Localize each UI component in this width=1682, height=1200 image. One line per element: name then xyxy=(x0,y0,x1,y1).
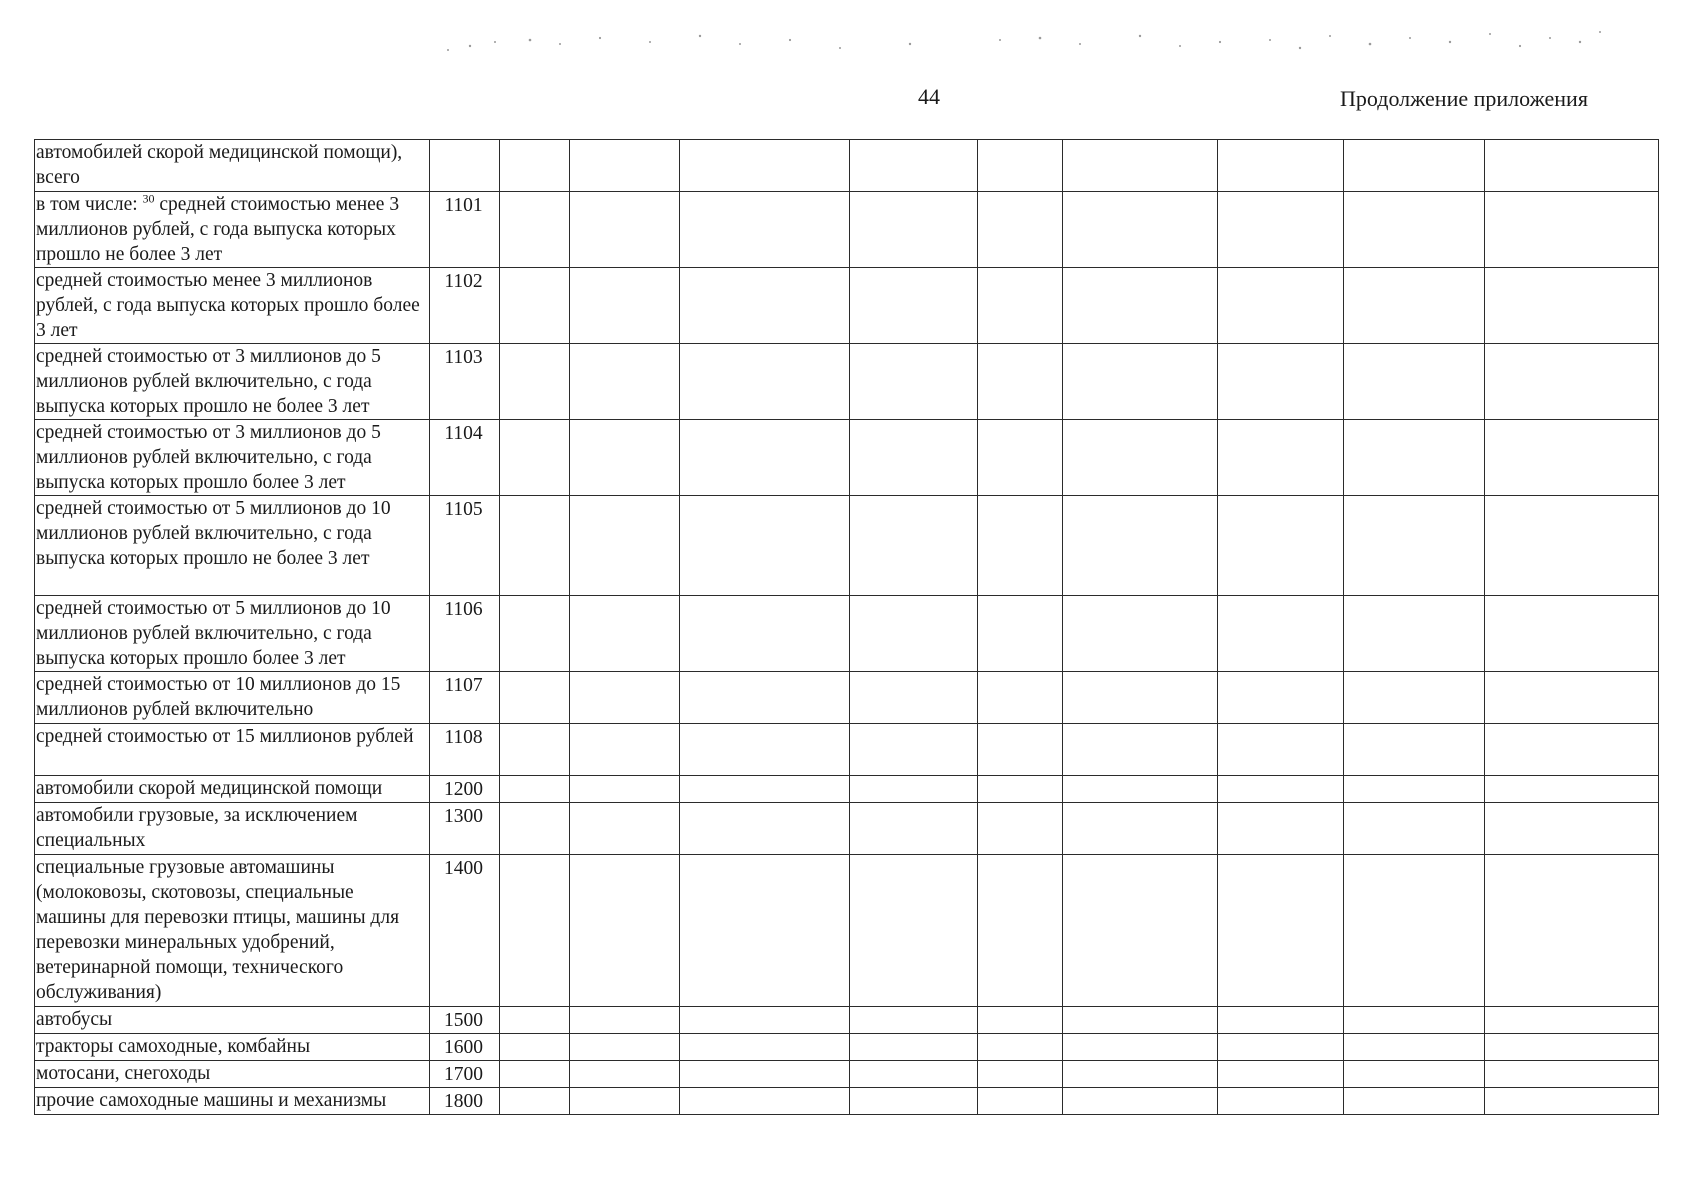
empty-value-cell xyxy=(1063,596,1218,672)
row-label-text: средней стоимостью от 5 миллионов до 10 миллионов рублей включительно, с года выпуска которых прошло не более 3 лет xyxy=(36,498,391,569)
row-code: 1108 xyxy=(430,724,500,776)
row-code xyxy=(430,140,500,192)
empty-value-cell xyxy=(1485,596,1659,672)
empty-value-cell xyxy=(1485,724,1659,776)
empty-value-cell xyxy=(1344,596,1485,672)
empty-value-cell xyxy=(570,776,680,803)
row-code: 1102 xyxy=(430,268,500,344)
empty-value-cell xyxy=(850,855,978,1007)
empty-value-cell xyxy=(500,496,570,596)
empty-value-cell xyxy=(680,344,850,420)
empty-value-cell xyxy=(1063,192,1218,268)
empty-value-cell xyxy=(500,420,570,496)
row-label-text: автомобилей скорой медицинской помощи), всего xyxy=(36,142,403,188)
empty-value-cell xyxy=(978,724,1063,776)
empty-value-cell xyxy=(1218,596,1344,672)
empty-value-cell xyxy=(500,672,570,724)
empty-value-cell xyxy=(570,140,680,192)
empty-value-cell xyxy=(1485,803,1659,855)
empty-value-cell xyxy=(978,420,1063,496)
row-code: 1200 xyxy=(430,776,500,803)
row-label xyxy=(35,1061,430,1088)
row-code: 1400 xyxy=(430,855,500,1007)
page-number: 44 xyxy=(918,84,940,109)
empty-value-cell xyxy=(680,855,850,1007)
table-row xyxy=(35,1088,1659,1115)
table-row xyxy=(35,420,1659,496)
empty-value-cell xyxy=(850,192,978,268)
empty-value-cell xyxy=(500,1034,570,1061)
empty-value-cell xyxy=(1344,672,1485,724)
empty-value-cell xyxy=(1063,672,1218,724)
row-label xyxy=(35,192,430,268)
table-row xyxy=(35,855,1659,1007)
empty-value-cell xyxy=(500,803,570,855)
empty-value-cell xyxy=(850,268,978,344)
empty-value-cell xyxy=(1218,496,1344,596)
empty-value-cell xyxy=(1485,1007,1659,1034)
empty-value-cell xyxy=(1218,1088,1344,1115)
empty-value-cell xyxy=(680,1061,850,1088)
empty-value-cell xyxy=(570,803,680,855)
empty-value-cell xyxy=(500,140,570,192)
row-code: 1500 xyxy=(430,1007,500,1034)
empty-value-cell xyxy=(1063,724,1218,776)
empty-value-cell xyxy=(680,420,850,496)
empty-value-cell xyxy=(1344,344,1485,420)
empty-value-cell xyxy=(1063,803,1218,855)
empty-value-cell xyxy=(1218,420,1344,496)
empty-value-cell xyxy=(1344,803,1485,855)
row-code: 1105 xyxy=(430,496,500,596)
empty-value-cell xyxy=(500,724,570,776)
table-row xyxy=(35,192,1659,268)
empty-value-cell xyxy=(1485,1034,1659,1061)
row-code: 1103 xyxy=(430,344,500,420)
empty-value-cell xyxy=(1485,344,1659,420)
row-label-text: средней стоимостью менее 3 миллионов рублей, с года выпуска которых прошло не более 3 лет xyxy=(36,194,400,265)
empty-value-cell xyxy=(850,496,978,596)
empty-value-cell xyxy=(850,140,978,192)
empty-value-cell xyxy=(570,724,680,776)
table-row xyxy=(35,268,1659,344)
table-row xyxy=(35,672,1659,724)
empty-value-cell xyxy=(850,596,978,672)
row-label xyxy=(35,496,430,596)
empty-value-cell xyxy=(1485,1088,1659,1115)
row-label xyxy=(35,420,430,496)
table-row xyxy=(35,140,1659,192)
row-label xyxy=(35,724,430,776)
empty-value-cell xyxy=(570,855,680,1007)
empty-value-cell xyxy=(1485,420,1659,496)
empty-value-cell xyxy=(850,803,978,855)
row-label-text: средней стоимостью от 3 миллионов до 5 миллионов рублей включительно, с года выпуска которых прошло более 3 лет xyxy=(36,422,381,493)
empty-value-cell xyxy=(570,192,680,268)
empty-value-cell xyxy=(1485,140,1659,192)
empty-value-cell xyxy=(978,192,1063,268)
empty-value-cell xyxy=(570,1034,680,1061)
row-label xyxy=(35,1088,430,1115)
empty-value-cell xyxy=(850,672,978,724)
empty-value-cell xyxy=(1063,1034,1218,1061)
row-code: 1104 xyxy=(430,420,500,496)
empty-value-cell xyxy=(1218,344,1344,420)
row-code: 1800 xyxy=(430,1088,500,1115)
empty-value-cell xyxy=(1218,776,1344,803)
empty-value-cell xyxy=(978,776,1063,803)
row-label xyxy=(35,1034,430,1061)
table-row xyxy=(35,1007,1659,1034)
row-label-text: мотосани, снегоходы xyxy=(36,1063,211,1084)
empty-value-cell xyxy=(570,1007,680,1034)
table-row xyxy=(35,344,1659,420)
continuation-label: Продолжение приложения xyxy=(1340,86,1588,111)
empty-value-cell xyxy=(1218,1007,1344,1034)
empty-value-cell xyxy=(978,596,1063,672)
empty-value-cell xyxy=(500,1088,570,1115)
empty-value-cell xyxy=(570,268,680,344)
footnote-marker: 30 xyxy=(142,191,155,206)
empty-value-cell xyxy=(978,496,1063,596)
row-label xyxy=(35,803,430,855)
empty-value-cell xyxy=(1218,803,1344,855)
empty-value-cell xyxy=(850,1007,978,1034)
empty-value-cell xyxy=(1344,1007,1485,1034)
scan-artifact xyxy=(440,18,1620,78)
empty-value-cell xyxy=(978,1034,1063,1061)
empty-value-cell xyxy=(1063,420,1218,496)
empty-value-cell xyxy=(1485,268,1659,344)
empty-value-cell xyxy=(850,724,978,776)
empty-value-cell xyxy=(1218,1061,1344,1088)
empty-value-cell xyxy=(1344,268,1485,344)
row-label xyxy=(35,855,430,1007)
empty-value-cell xyxy=(1344,855,1485,1007)
table-row xyxy=(35,776,1659,803)
empty-value-cell xyxy=(570,1088,680,1115)
empty-value-cell xyxy=(1344,1034,1485,1061)
empty-value-cell xyxy=(1344,1088,1485,1115)
row-label-text: автомобили скорой медицинской помощи xyxy=(36,778,383,799)
empty-value-cell xyxy=(570,1061,680,1088)
row-label-text: средней стоимостью от 15 миллионов рублей xyxy=(36,726,414,747)
row-label xyxy=(35,776,430,803)
row-label xyxy=(35,672,430,724)
row-code: 1101 xyxy=(430,192,500,268)
empty-value-cell xyxy=(978,140,1063,192)
row-label-text: тракторы самоходные, комбайны xyxy=(36,1036,311,1057)
row-code: 1600 xyxy=(430,1034,500,1061)
row-label-text: автомобили грузовые, за исключением специальных xyxy=(36,805,358,851)
empty-value-cell xyxy=(1063,776,1218,803)
empty-value-cell xyxy=(978,803,1063,855)
empty-value-cell xyxy=(850,1088,978,1115)
empty-value-cell xyxy=(1218,268,1344,344)
empty-value-cell xyxy=(1063,268,1218,344)
empty-value-cell xyxy=(978,344,1063,420)
row-label-text: специальные грузовые автомашины (молоковозы, скотовозы, специальные машины для перевозки птицы, машины для перевозки минеральных удобрений, ветеринарной помощи, технического обслуживания) xyxy=(36,857,400,1003)
empty-value-cell xyxy=(570,496,680,596)
empty-value-cell xyxy=(680,724,850,776)
empty-value-cell xyxy=(1485,855,1659,1007)
empty-value-cell xyxy=(978,1088,1063,1115)
table-row xyxy=(35,496,1659,596)
empty-value-cell xyxy=(1344,776,1485,803)
row-label-text: средней стоимостью менее 3 миллионов рублей, с года выпуска которых прошло более 3 лет xyxy=(36,270,420,341)
empty-value-cell xyxy=(680,596,850,672)
empty-value-cell xyxy=(1063,1088,1218,1115)
row-label-text: средней стоимостью от 5 миллионов до 10 миллионов рублей включительно, с года выпуска которых прошло более 3 лет xyxy=(36,598,391,669)
row-label-prefix: в том числе: xyxy=(36,194,138,215)
empty-value-cell xyxy=(680,1088,850,1115)
empty-value-cell xyxy=(500,344,570,420)
empty-value-cell xyxy=(1063,496,1218,596)
empty-value-cell xyxy=(850,776,978,803)
row-label xyxy=(35,268,430,344)
empty-value-cell xyxy=(978,1007,1063,1034)
empty-value-cell xyxy=(978,268,1063,344)
empty-value-cell xyxy=(1218,724,1344,776)
empty-value-cell xyxy=(500,1007,570,1034)
empty-value-cell xyxy=(1218,192,1344,268)
empty-value-cell xyxy=(850,1034,978,1061)
empty-value-cell xyxy=(1344,496,1485,596)
empty-value-cell xyxy=(850,1061,978,1088)
row-code: 1107 xyxy=(430,672,500,724)
report-table xyxy=(34,139,1659,1115)
empty-value-cell xyxy=(500,855,570,1007)
empty-value-cell xyxy=(570,420,680,496)
empty-value-cell xyxy=(500,596,570,672)
empty-value-cell xyxy=(1063,1061,1218,1088)
empty-value-cell xyxy=(850,420,978,496)
row-label-text: прочие самоходные машины и механизмы xyxy=(36,1090,387,1111)
empty-value-cell xyxy=(1218,672,1344,724)
empty-value-cell xyxy=(680,776,850,803)
empty-value-cell xyxy=(1218,140,1344,192)
empty-value-cell xyxy=(1218,1034,1344,1061)
row-label xyxy=(35,596,430,672)
empty-value-cell xyxy=(680,496,850,596)
empty-value-cell xyxy=(680,1034,850,1061)
empty-value-cell xyxy=(680,192,850,268)
row-label-text: средней стоимостью от 10 миллионов до 15 миллионов рублей включительно xyxy=(36,674,401,720)
empty-value-cell xyxy=(570,672,680,724)
table-row xyxy=(35,1034,1659,1061)
row-label-text: средней стоимостью от 3 миллионов до 5 миллионов рублей включительно, с года выпуска которых прошло не более 3 лет xyxy=(36,346,381,417)
empty-value-cell xyxy=(500,192,570,268)
empty-value-cell xyxy=(1485,672,1659,724)
empty-value-cell xyxy=(850,344,978,420)
empty-value-cell xyxy=(1344,724,1485,776)
empty-value-cell xyxy=(680,672,850,724)
empty-value-cell xyxy=(1485,1061,1659,1088)
empty-value-cell xyxy=(978,1061,1063,1088)
empty-value-cell xyxy=(1344,140,1485,192)
row-code: 1300 xyxy=(430,803,500,855)
empty-value-cell xyxy=(680,1007,850,1034)
empty-value-cell xyxy=(680,803,850,855)
empty-value-cell xyxy=(500,268,570,344)
empty-value-cell xyxy=(1344,1061,1485,1088)
empty-value-cell xyxy=(1063,344,1218,420)
empty-value-cell xyxy=(680,268,850,344)
table-row xyxy=(35,724,1659,776)
empty-value-cell xyxy=(1344,420,1485,496)
table-row xyxy=(35,803,1659,855)
empty-value-cell xyxy=(1063,140,1218,192)
row-label xyxy=(35,140,430,192)
empty-value-cell xyxy=(1485,496,1659,596)
empty-value-cell xyxy=(500,1061,570,1088)
empty-value-cell xyxy=(570,596,680,672)
empty-value-cell xyxy=(1485,192,1659,268)
empty-value-cell xyxy=(500,776,570,803)
row-code: 1106 xyxy=(430,596,500,672)
empty-value-cell xyxy=(1063,1007,1218,1034)
empty-value-cell xyxy=(1218,855,1344,1007)
row-label xyxy=(35,1007,430,1034)
table-row xyxy=(35,596,1659,672)
empty-value-cell xyxy=(570,344,680,420)
table-row xyxy=(35,1061,1659,1088)
empty-value-cell xyxy=(680,140,850,192)
row-label xyxy=(35,344,430,420)
empty-value-cell xyxy=(1063,855,1218,1007)
empty-value-cell xyxy=(1485,776,1659,803)
row-code: 1700 xyxy=(430,1061,500,1088)
row-label-text: автобусы xyxy=(36,1009,113,1030)
empty-value-cell xyxy=(1344,192,1485,268)
empty-value-cell xyxy=(978,855,1063,1007)
empty-value-cell xyxy=(978,672,1063,724)
